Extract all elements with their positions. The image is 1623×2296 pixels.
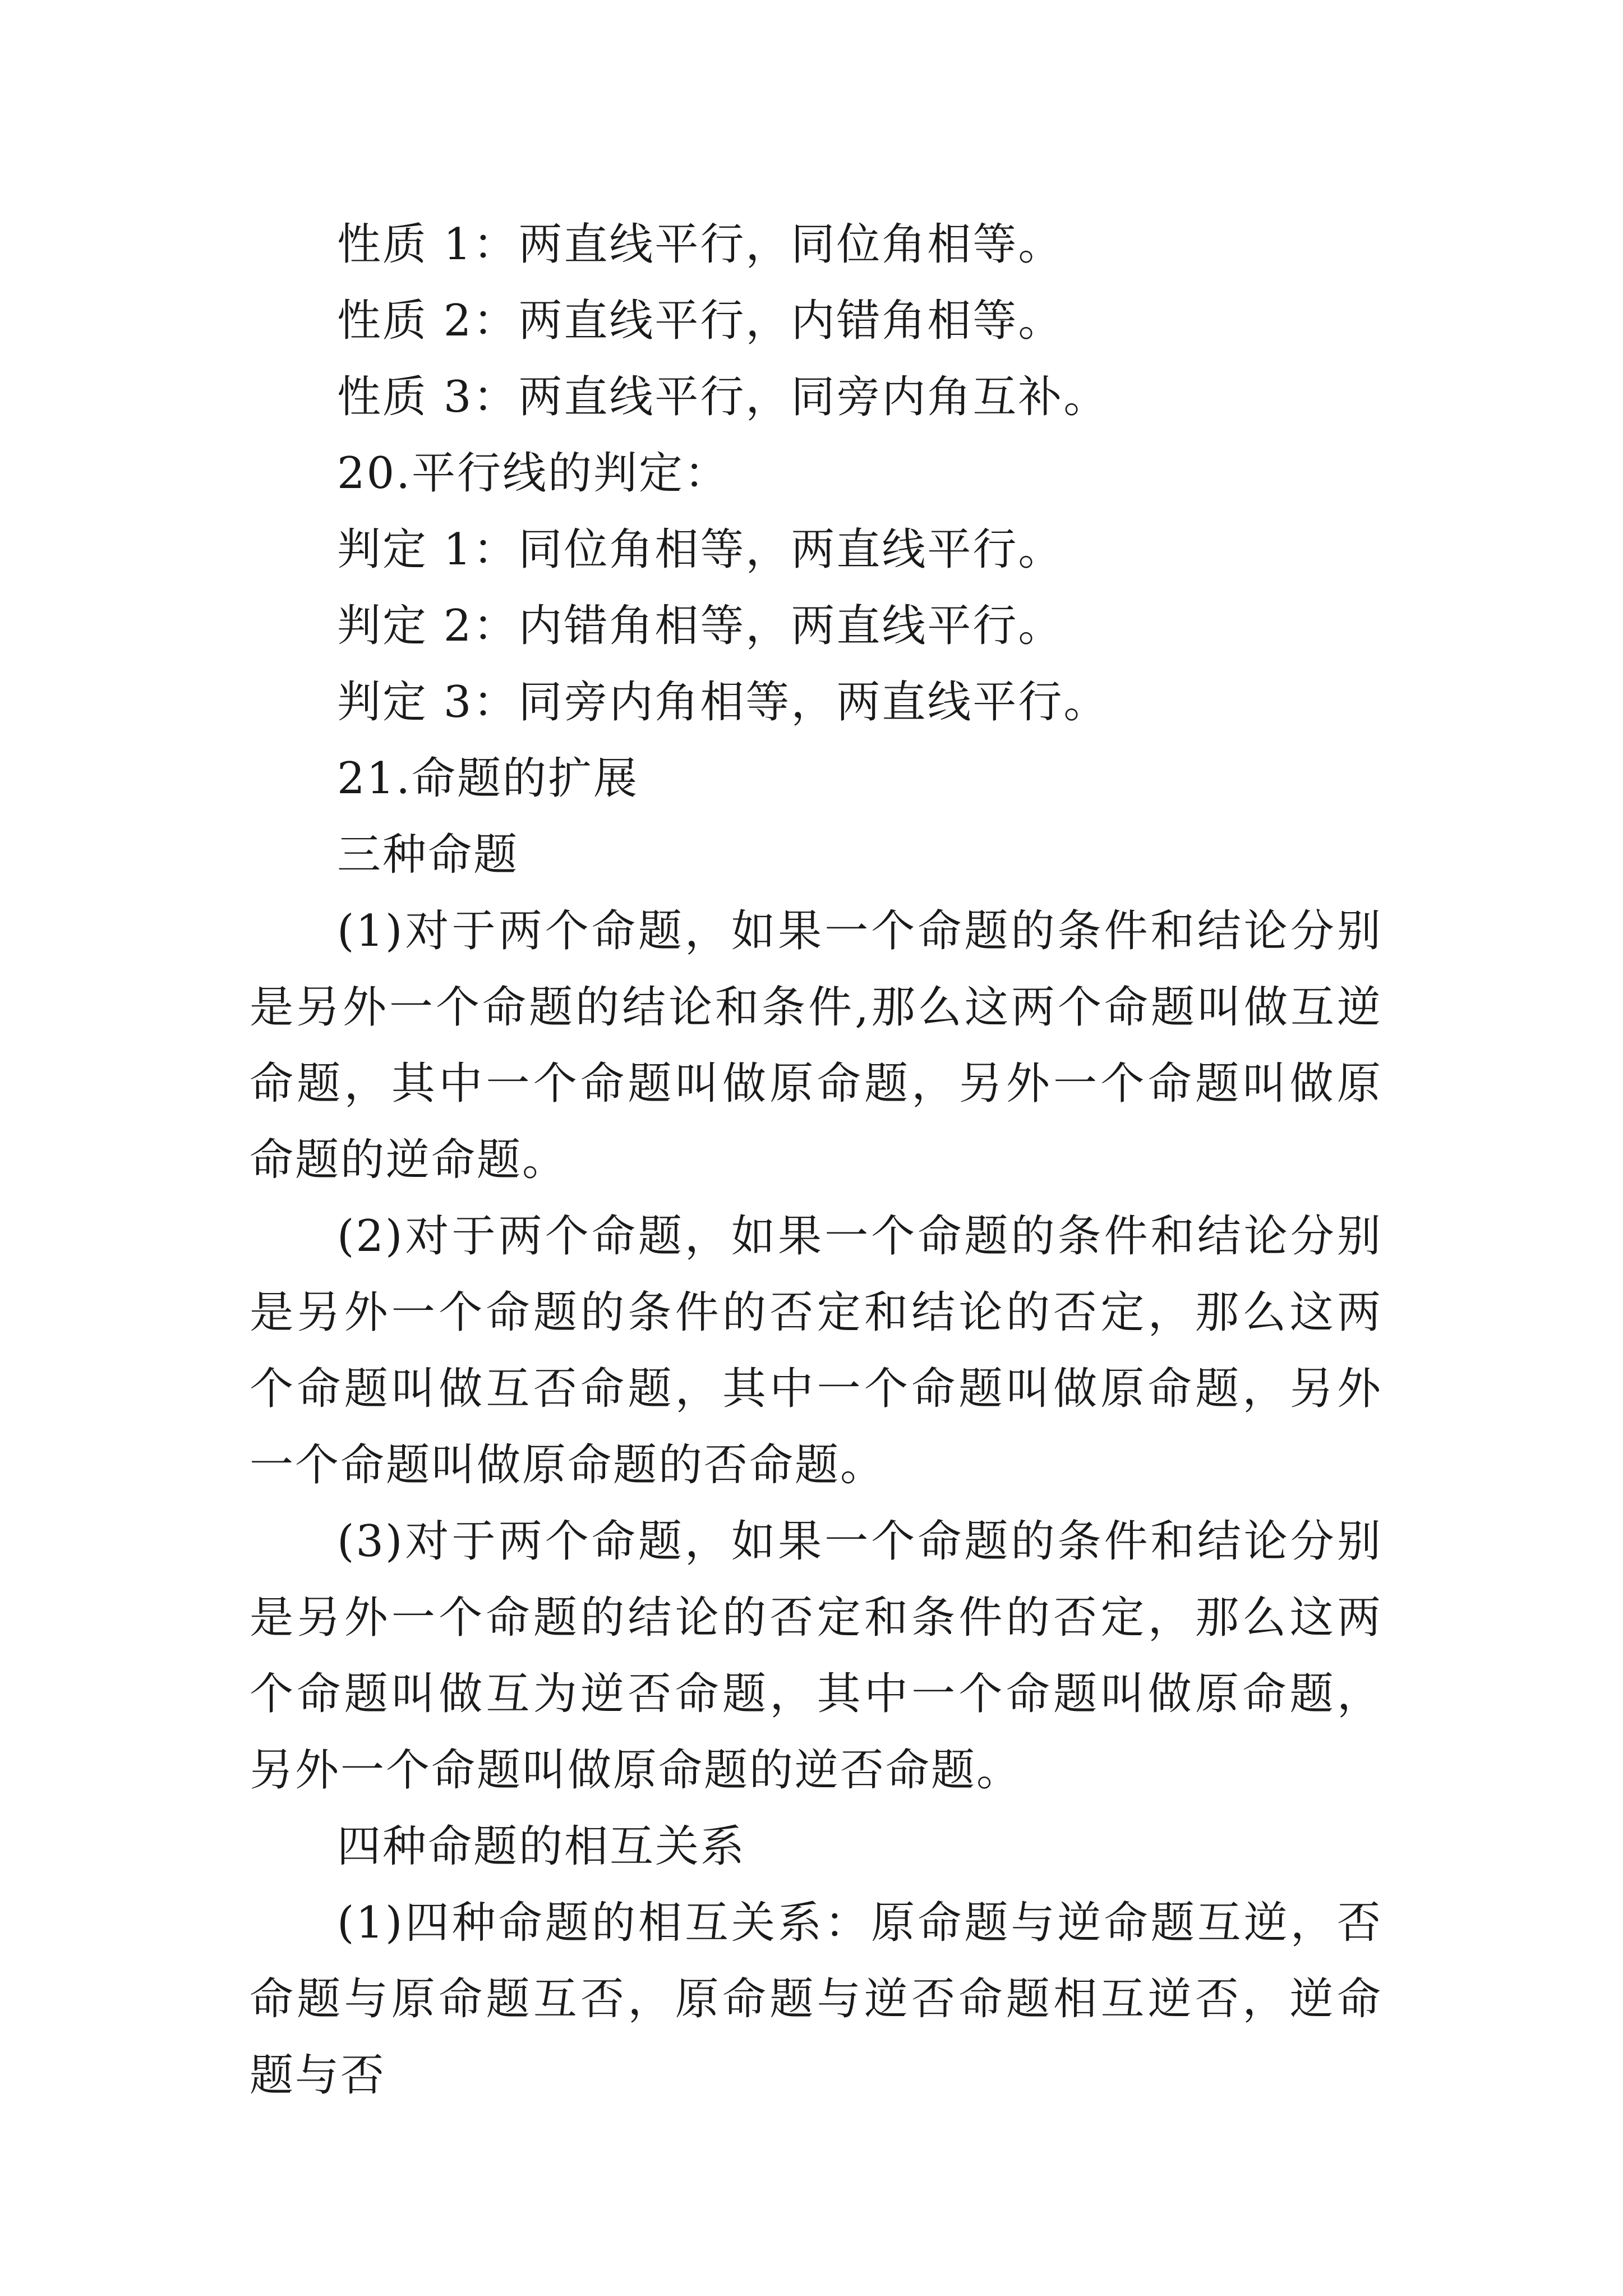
paragraph-contrapositive: (3)对于两个命题，如果一个命题的条件和结论分别是另外一个命题的结论的否定和条件的否定，那么这两个命题叫做互为逆否命题，其中一个命题叫做原命题，另外一个命题叫做原命题的逆否命题。 [250,1516,1382,1796]
property-1-line: 性质 1：两直线平行，同位角相等。 [337,219,1064,270]
property-2-line: 性质 2：两直线平行，内错角相等。 [337,296,1064,346]
section-20-heading: 20.平行线的判定： [337,448,730,499]
three-propositions-heading: 三种命题 [337,830,519,880]
paragraph-inverse: (2)对于两个命题，如果一个命题的条件和结论分别是另外一个命题的条件的否定和结论的否定，那么这两个命题叫做互否命题，其中一个命题叫做原命题，另外一个命题叫做原命题的否命题。 [250,1211,1382,1490]
section-21-heading: 21.命题的扩展 [337,753,639,804]
property-3-line: 性质 3：两直线平行，同旁内角互补。 [337,372,1109,422]
judgment-2-line: 判定 2：内错角相等，两直线平行。 [337,601,1064,651]
judgment-3-line: 判定 3：同旁内角相等，两直线平行。 [337,677,1109,728]
paragraph-converse: (1)对于两个命题，如果一个命题的条件和结论分别是另外一个命题的结论和条件,那么这两个命题叫做互逆命题，其中一个命题叫做原命题，另外一个命题叫做原命题的逆命题。 [250,906,1382,1185]
paragraph-relations: (1)四种命题的相互关系：原命题与逆命题互逆，否命题与原命题互否，原命题与逆否命题相互逆否，逆命题与否 [250,1898,1382,2101]
four-propositions-heading: 四种命题的相互关系 [337,1821,746,1872]
document-body [250,206,1382,2114]
judgment-1-line: 判定 1：同位角相等，两直线平行。 [337,524,1064,575]
